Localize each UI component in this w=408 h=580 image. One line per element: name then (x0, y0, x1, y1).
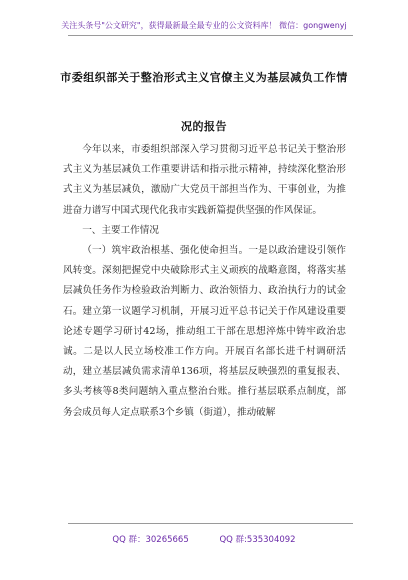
section-heading: 一、主要工作情况 (82, 224, 159, 236)
document-title-line-2: 况的报告 (181, 120, 227, 133)
body-paragraph-section-1: （一）筑牢政治根基、强化使命担当。一是以政治建设引领作风转变。深刻把握党中央破除形式主义顽疾的战略意图，将落实基层减负任务作为检验政治判断力、政治领悟力、政治执行力的试金石。建立第一议题学习机制，开展习近平总书记关于作风建设重要论述专题学习研讨42场，推动组工干部在思想淬炼中铸牢政治忠诚。二是以人民立场校准工作方向。开展百名部长进千村调研活动，建立基层减负需求清单136项，将基层反映强烈的重复报表、多头考核等8类问题纳入重点整治台账。推行基层联系点制度，部务会成员每人定点联系3个乡镇（街道），推动破解 (63, 245, 346, 418)
body-paragraph-intro: 今年以来，市委组织部深入学习贯彻习近平总书记关于整治形式主义为基层减负工作重要讲话和指示批示精神，持续深化整治形式主义为基层减负，激励广大党员干部担当作为、干事创业，为推进奋力谱写中国式现代化我市实践新篇提供坚强的作风保证。 (63, 144, 346, 216)
document-body (63, 140, 346, 423)
header-divider (68, 35, 353, 36)
header-promo-note: 关注头条号"公文研究"，获得最新最全最专业的公文资料库！ 微信：gongwenyj (61, 21, 347, 30)
footer-qq-group-2: QQ 群:535304092 (219, 535, 296, 545)
footer-contact (0, 533, 408, 545)
document-title-line-1: 市委组织部关于整治形式主义官僚主义为基层减负工作情 (60, 71, 348, 84)
footer-qq-group-1: QQ 群：30265665 (112, 535, 189, 545)
footer-divider (68, 523, 353, 524)
